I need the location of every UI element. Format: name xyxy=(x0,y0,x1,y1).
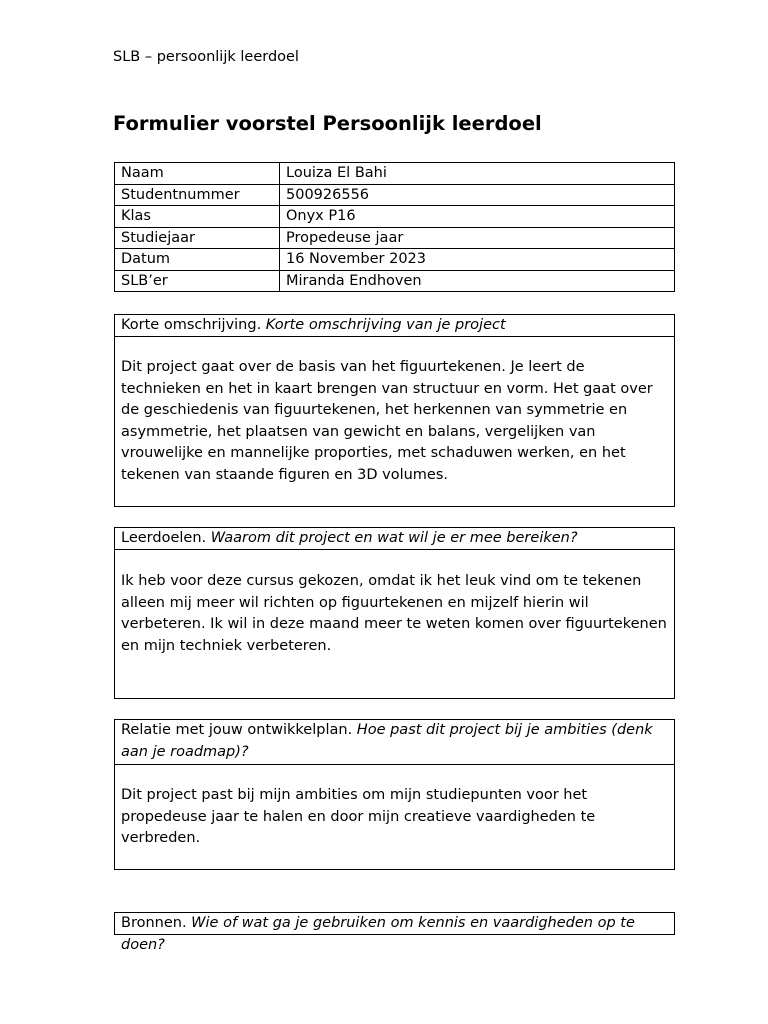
row-label-slber: SLB’er xyxy=(115,270,280,292)
section-answer: Ik heb voor deze cursus gekozen, omdat ik het leuk vind om te tekenen alleen mij meer wil richten op figuurtekenen en mijzelf hierin wil verbeteren. Ik wil in deze maand meer te weten komen over figuurtekenen en mijn techniek verbeteren. xyxy=(121,573,667,654)
row-value-naam: Louiza El Bahi xyxy=(280,163,675,185)
section-answer: Dit project past bij mijn ambities om mijn studiepunten voor het propedeuse jaar te halen en door mijn creatieve vaardigheden te verbreden. xyxy=(121,787,596,846)
table-row xyxy=(115,184,675,206)
section-relatie-ontwikkelplan xyxy=(114,719,675,870)
table-row xyxy=(115,227,675,249)
section-label: Korte omschrijving. xyxy=(121,317,262,333)
table-row xyxy=(115,163,675,185)
section-heading xyxy=(115,913,674,953)
section-bronnen xyxy=(114,912,675,953)
section-label: Bronnen. xyxy=(121,915,187,931)
section-label: Relatie met jouw ontwikkelplan. xyxy=(121,722,353,738)
row-value-slber: Miranda Endhoven xyxy=(280,270,675,292)
student-info-table xyxy=(114,162,675,292)
table-row xyxy=(115,270,675,292)
table-row xyxy=(115,206,675,228)
section-heading xyxy=(115,315,674,337)
section-answer: Dit project gaat over de basis van het figuurtekenen. Je leert de technieken en het in kaart brengen van structuur en vorm. Het gaat over de geschiedenis van figuurtekenen, het herkennen van symmetrie en asymmetrie, het plaatsen van gewicht en balans, vergelijken van vrouwelijke en mannelijke proporties, met schaduwen werken, en het tekenen van staande figuren en 3D volumes. xyxy=(121,359,653,483)
row-value-klas: Onyx P16 xyxy=(280,206,675,228)
row-value-studentnummer: 500926556 xyxy=(280,184,675,206)
running-header: SLB – persoonlijk leerdoel xyxy=(113,49,299,65)
section-heading xyxy=(115,720,674,765)
row-label-studentnummer: Studentnummer xyxy=(115,184,280,206)
section-prompt: Waarom dit project en wat wil je er mee bereiken? xyxy=(210,530,578,546)
page-title: Formulier voorstel Persoonlijk leerdoel xyxy=(113,112,542,135)
section-prompt: Wie of wat ga je gebruiken om kennis en vaardigheden op te doen? xyxy=(121,915,635,953)
row-value-datum: 16 November 2023 xyxy=(280,249,675,271)
section-leerdoelen xyxy=(114,527,675,699)
row-label-datum: Datum xyxy=(115,249,280,271)
row-value-studiejaar: Propedeuse jaar xyxy=(280,227,675,249)
section-korte-omschrijving xyxy=(114,314,675,507)
section-label: Leerdoelen. xyxy=(121,530,207,546)
row-label-klas: Klas xyxy=(115,206,280,228)
row-label-studiejaar: Studiejaar xyxy=(115,227,280,249)
section-prompt: Hoe past dit project bij je ambities (denk aan je roadmap)? xyxy=(121,722,653,760)
section-prompt: Korte omschrijving van je project xyxy=(265,317,506,333)
table-row xyxy=(115,249,675,271)
section-heading xyxy=(115,528,674,550)
row-label-naam: Naam xyxy=(115,163,280,185)
